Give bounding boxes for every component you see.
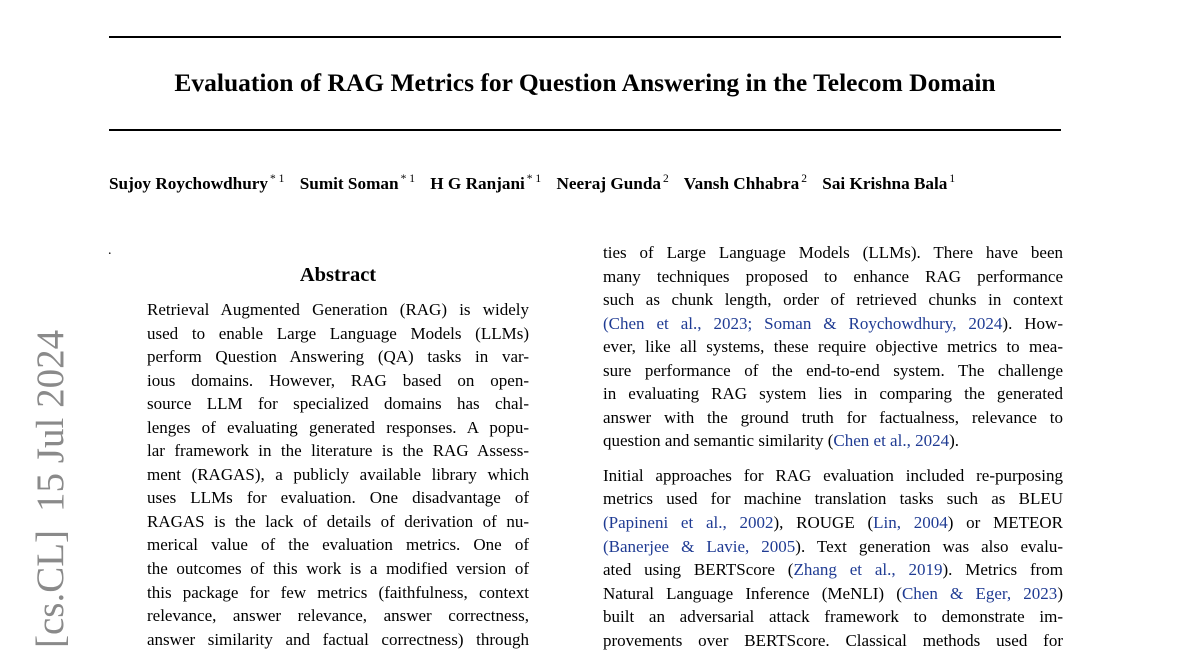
- text-line: [603, 429, 1063, 453]
- text-line: answer with the ground truth for factualness, relevance to: [603, 407, 1063, 427]
- arxiv-stamp: [31, 330, 71, 648]
- abstract-line: source LLM for specialized domains has chal-: [147, 394, 529, 414]
- author: [109, 174, 284, 193]
- author: [430, 174, 541, 193]
- text-span: ).: [949, 431, 959, 451]
- author: [684, 174, 807, 193]
- author-name: Sumit Soman: [299, 174, 399, 193]
- text-line: sure performance of the end-to-end system. The challenge: [603, 360, 1063, 380]
- paper-title: Evaluation of RAG Metrics for Question Answering in the Telecom Domain: [174, 68, 996, 97]
- citation-link[interactable]: Chen et al., 2024: [833, 431, 950, 451]
- author-affiliation: 2: [663, 173, 669, 186]
- text-line: ever, like all systems, these require objective metrics to mea-: [603, 337, 1063, 357]
- author-name: Sai Krishna Bala: [822, 174, 948, 193]
- abstract-heading: Abstract: [299, 264, 377, 286]
- text-line: metrics used for machine translation tasks such as BLEU: [603, 489, 1063, 509]
- text-line: Initial approaches for RAG evaluation included re-purposing: [603, 465, 1063, 485]
- intro-paragraph-2: [603, 464, 1063, 652]
- author-name: Vansh Chhabra: [683, 174, 800, 193]
- text-line: [603, 582, 1063, 606]
- citation-link[interactable]: Papineni et al., 2002: [608, 513, 774, 533]
- text-span: ated using BERTScore (: [603, 560, 794, 580]
- citation-link[interactable]: Chen et al., 2023; Soman & Roychowdhury, 2024: [608, 313, 1003, 333]
- author-name: H G Ranjani: [430, 174, 525, 193]
- text-line: built an adversarial attack framework to demonstrate im-: [603, 607, 1063, 627]
- author: [300, 174, 415, 193]
- arxiv-date: 15 Jul 2024: [29, 329, 72, 512]
- author-affiliation: * 1: [270, 173, 285, 186]
- text-line: in evaluating RAG system lies in comparing the generated: [603, 384, 1063, 404]
- author-list: [109, 173, 955, 195]
- intro-column: [603, 241, 1063, 652]
- text-span: Natural Language Inference (MeNLI) (: [603, 583, 902, 603]
- citation-link[interactable]: Chen & Eger, 2023: [901, 583, 1058, 603]
- text-span: ). How-: [1002, 313, 1063, 333]
- title-top-rule: [109, 36, 1061, 38]
- text-span: question and semantic similarity (: [603, 431, 834, 451]
- text-line: provements over BERTScore. Classical methods used for: [603, 630, 1063, 650]
- author-affiliation: 1: [949, 173, 956, 186]
- text-span: ). Text generation was also evalu-: [795, 536, 1063, 556]
- arxiv-category: [cs.CL]: [29, 529, 72, 648]
- text-line: many techniques proposed to enhance RAG performance: [603, 266, 1063, 286]
- citation-link[interactable]: Lin, 2004: [873, 513, 948, 533]
- text-span: ) or METEOR: [947, 513, 1063, 533]
- abstract-line: uses LLMs for evaluation. One disadvantage of: [147, 488, 529, 508]
- abstract-line: ment (RAGAS), a publicly available library which: [147, 464, 529, 484]
- author-affiliation: * 1: [526, 173, 542, 186]
- text-line: [603, 511, 1063, 535]
- text-line: ties of Large Language Models (LLMs). There have been: [603, 243, 1063, 262]
- text-span: ): [1057, 583, 1063, 603]
- citation-bracket: (: [603, 313, 609, 333]
- abstract-line: RAGAS is the lack of details of derivation of nu-: [147, 511, 529, 531]
- author-affiliation: 2: [801, 173, 807, 186]
- citation-bracket: (: [603, 513, 609, 533]
- abstract-line: this package for few metrics (faithfulness, context: [147, 582, 529, 602]
- citation-link[interactable]: Zhang et al., 2019: [793, 560, 943, 580]
- abstract-line: ious domains. However, RAG based on open-: [147, 370, 529, 390]
- abstract-line: Retrieval Augmented Generation (RAG) is widely: [147, 300, 529, 319]
- author: [822, 174, 955, 193]
- author-name: Sujoy Roychowdhury: [109, 174, 269, 193]
- citation-link[interactable]: Banerjee & Lavie, 2005: [608, 536, 796, 556]
- text-line: [603, 558, 1063, 582]
- abstract-line: the outcomes of this work is a modified version of: [147, 559, 529, 579]
- abstract-line: lar framework in the literature is the RAG Assess-: [147, 441, 529, 461]
- title-bottom-rule: [109, 129, 1061, 131]
- text-line: such as chunk length, order of retrieved chunks in context: [603, 290, 1063, 310]
- author: [556, 174, 668, 193]
- author-affiliation: * 1: [400, 173, 415, 186]
- abstract-line: answer similarity and factual correctness) through: [147, 629, 529, 649]
- abstract-line: perform Question Answering (QA) tasks in var-: [147, 347, 529, 367]
- abstract-body: [147, 298, 529, 651]
- author-name: Neeraj Gunda: [556, 174, 662, 193]
- stray-dot: .: [108, 243, 112, 258]
- abstract-line: relevance, answer relevance, answer correctness,: [147, 606, 529, 626]
- intro-paragraph-1: [603, 241, 1063, 453]
- abstract-line: merical value of the evaluation metrics. One of: [147, 535, 529, 555]
- text-line: [603, 312, 1063, 336]
- text-span: ). Metrics from: [942, 560, 1064, 580]
- citation-bracket: (: [603, 536, 609, 556]
- text-line: [603, 535, 1063, 559]
- abstract-line: used to enable Large Language Models (LLMs): [147, 323, 529, 343]
- abstract-line: lenges of evaluating generated responses. A popu-: [147, 417, 529, 437]
- text-span: ), ROUGE (: [773, 513, 874, 533]
